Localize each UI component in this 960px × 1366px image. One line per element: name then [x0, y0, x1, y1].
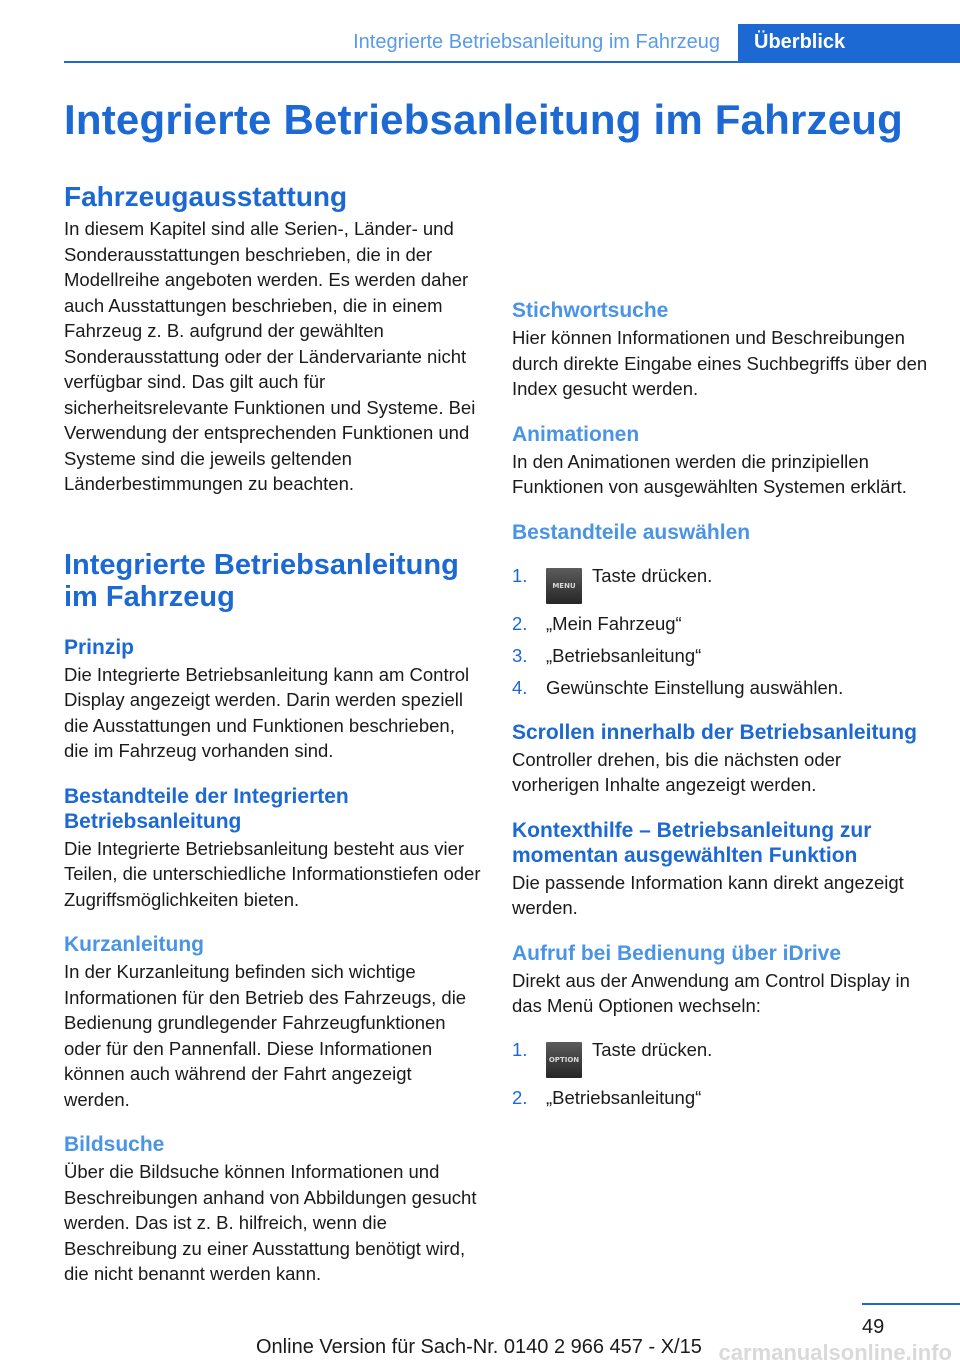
heading-kurzanleitung: Kurzanleitung — [64, 933, 204, 956]
heading-integrierte-betriebsanleitung: Integrierte Betriebsanleitung im Fahrzeug — [64, 548, 459, 613]
paragraph-scrollen: Controller drehen, bis die nächsten oder vorherigen Inhalte angezeigt werden. — [512, 748, 842, 795]
list-text: „Mein Fahrzeug“ — [546, 612, 682, 634]
steps-list-option — [512, 1037, 932, 1110]
heading-stichwortsuche: Stichwortsuche — [512, 299, 669, 322]
list-item — [512, 1037, 932, 1078]
heading-scrollen: Scrollen innerhalb der Betriebsanleitung — [512, 720, 917, 744]
list-number: 4. — [512, 676, 528, 698]
heading-aufruf-idrive: Aufruf bei Bedienung über iDrive — [512, 941, 842, 965]
list-number: 1. — [512, 564, 528, 586]
list-item — [512, 611, 932, 636]
heading-bestandteile: Bestandteile der Integrierten Betriebsanleitung — [64, 784, 349, 833]
heading-bestandteile-auswaehlen: Bestandteile auswählen — [512, 520, 751, 544]
heading-animationen: Animationen — [512, 422, 640, 446]
option-key-icon: OPTION — [546, 1042, 582, 1078]
paragraph-animationen: In den Animationen werden die prinzipiellen Funktionen von ausgewählten Systemen erklärt. — [512, 450, 907, 497]
paragraph-bildsuche: Über die Bildsuche können Informationen und Beschreibungen anhand von Abbildungen gesucht werden. Das ist z. B. hilfreich, wenn die Beschreibung zu einer Ausstattung benötigt wird, die nicht benannt werden kann. — [64, 1161, 477, 1284]
paragraph-stichwortsuche: Hier können Informationen und Beschreibungen durch direkte Eingabe eines Suchbegriffs über den Index gesucht werden. — [512, 327, 928, 399]
paragraph-prinzip: Die Integrierte Betriebsanleitung kann am Control Display angezeigt werden. Darin werden speziell die Ausstattungen und Funktionen beschrieben, die im Fahrzeug vorhanden sind. — [64, 663, 470, 761]
list-number: 2. — [512, 1086, 528, 1108]
list-number: 1. — [512, 1038, 528, 1060]
page-title: Integrierte Betriebsanleitung im Fahrzeug — [64, 96, 904, 143]
heading-bildsuche: Bildsuche — [64, 1133, 165, 1156]
paragraph-aufruf-idrive: Direkt aus der Anwendung am Control Display in das Menü Optionen wechseln: — [512, 969, 910, 1016]
continued-text-spacer — [512, 186, 932, 298]
page-header — [0, 0, 960, 62]
list-item — [512, 643, 932, 668]
header-section-title: Integrierte Betriebsanleitung im Fahrzeug — [353, 31, 720, 53]
list-text: Taste drücken. — [592, 1038, 713, 1060]
right-column — [512, 186, 932, 1117]
paragraph-bestandteile: Die Integrierte Betriebsanleitung besteht aus vier Teilen, die unterschiedliche Informationstiefen oder Zugriffsmöglichkeiten bieten. — [64, 837, 481, 910]
paragraph-kurzanleitung: In der Kurzanleitung befinden sich wichtige Informationen für den Betrieb des Fahrzeugs, die Bedienung grundlegender Fahrzeugfunktionen oder für den Pannenfall. Diese Informationen können auch während der Fahrt angezeigt werden. — [64, 961, 467, 1110]
list-number: 3. — [512, 644, 528, 666]
list-item — [512, 1085, 932, 1110]
menu-key-icon: MENU — [546, 568, 582, 604]
list-text: Taste drücken. — [592, 564, 713, 586]
steps-list-menu — [512, 563, 932, 700]
list-item — [512, 563, 932, 604]
list-number: 2. — [512, 612, 528, 634]
paragraph-kontexthilfe: Die passende Information kann direkt angezeigt werden. — [512, 871, 904, 918]
list-text: „Betriebsanleitung“ — [546, 1086, 702, 1108]
header-chapter-tab: Überblick — [738, 24, 960, 62]
list-item — [512, 675, 932, 700]
heading-kontexthilfe: Kontexthilfe – Betriebsanleitung zur momentan ausgewählten Funktion — [512, 818, 872, 867]
list-text: „Betriebsanleitung“ — [546, 644, 702, 666]
paragraph-fahrzeugausstattung: In diesem Kapitel sind alle Serien-, Länder- und Sonderausstattungen beschrieben, die in der Modellreihe angeboten werden. Es werden daher auch Ausstattungen beschrieben, die in einem Fahrzeug z. B. aufgrund der gewählten Sonderausstattung oder der Ländervariante nicht verfügbar sind. Das gilt auch für sicherheitsrelevante Funktionen und Systeme. Bei Verwendung der entsprechenden Funktionen und Systeme sind die jeweils geltenden Länderbestimmungen zu beachten. — [64, 218, 476, 494]
header-rule — [64, 61, 960, 63]
left-column — [64, 180, 482, 1287]
list-text: Gewünschte Einstellung auswählen. — [546, 676, 844, 698]
footer-version: Online Version für Sach-Nr. 0140 2 966 457 - X/15 — [256, 1336, 702, 1358]
page-number: 49 — [862, 1316, 885, 1338]
heading-fahrzeugausstattung: Fahrzeugausstattung — [64, 181, 348, 212]
heading-prinzip: Prinzip — [64, 635, 135, 659]
footer-rule — [862, 1303, 960, 1305]
watermark: carmanualsonline.info — [718, 1340, 952, 1365]
